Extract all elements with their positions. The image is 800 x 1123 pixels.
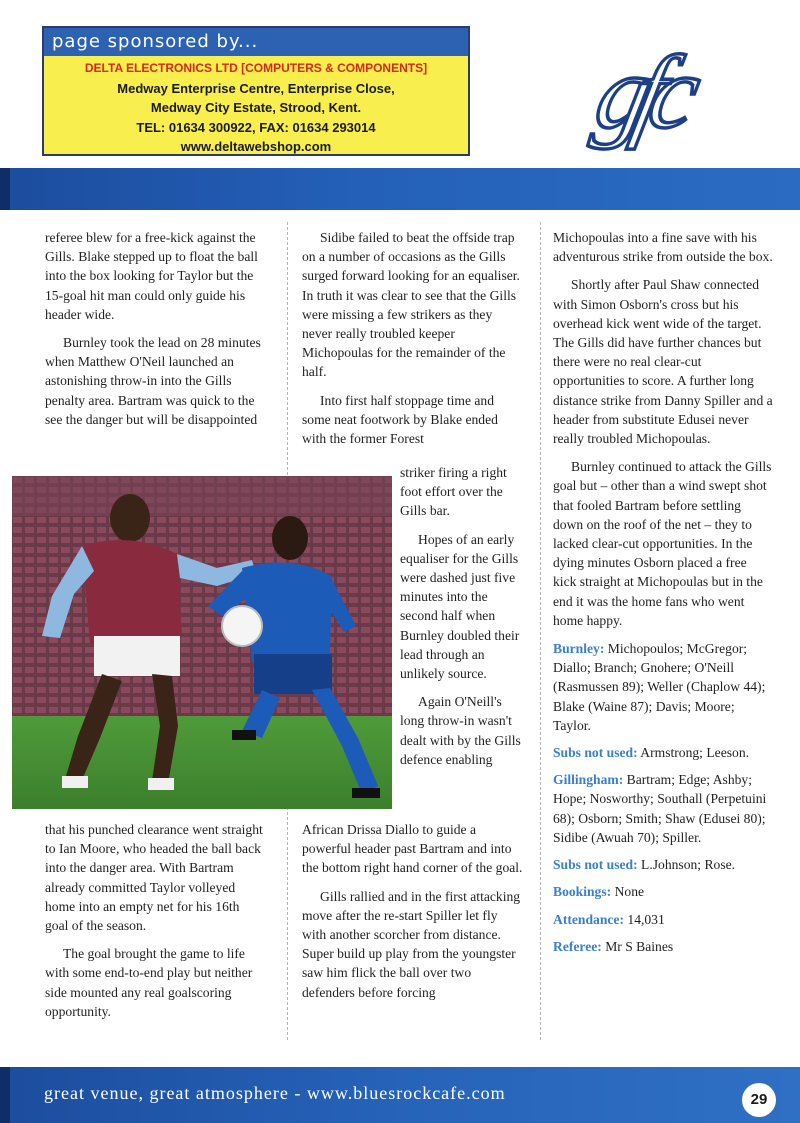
burnley-lineup — [553, 639, 773, 735]
paragraph: Gills rallied and in the first attacking move after the re-start Spiller let fly with another scorcher from distance. Super build up play from the youngster saw him flick the ball over two defenders before forcing — [302, 888, 521, 1000]
bookings — [553, 882, 773, 901]
gillingham-label: Gillingham: — [553, 772, 624, 788]
footer-band — [0, 1067, 800, 1123]
referee-label: Referee: — [553, 938, 602, 954]
paragraph: Burnley continued to attack the Gills goal but – other than a wind swept shot that fooled Bartram before settling down on the roof of the net – they to lacked clear-cut opportunities. In the dying minutes Osborn placed a free kick straight at Michopoulas but in the end it was the home fans who went home happy. — [553, 459, 772, 628]
paragraph: striker firing a right foot effort over the Gills bar. — [400, 465, 507, 519]
paragraph: Hopes of an early equaliser for the Gills were dashed just five minutes into the second half when Burnley doubled their lead through an unlikely source. — [400, 531, 520, 682]
referee-value: Mr S Baines — [605, 938, 674, 954]
paragraph: Michopoulas into a fine save with his adventurous strike from outside the box. — [553, 230, 773, 265]
paragraph: The goal brought the game to life with some end-to-end play but neither side mounted any real goalscoring opportunity. — [45, 946, 253, 1019]
paragraph: Burnley took the lead on 28 minutes when Matthew O'Neil launched an astonishing throw-in into the Gills penalty area. Bartram was quick to the see the danger but will be disappointed — [45, 335, 261, 427]
gillingham-subs — [553, 855, 773, 874]
header-band — [0, 168, 800, 210]
sponsor-address-line2: Medway City Estate, Strood, Kent. — [150, 100, 362, 115]
paragraph: Again O'Neill's long throw-in wasn't dealt with by the Gills defence enabling — [400, 694, 521, 767]
sponsor-heading: page sponsored by... — [44, 28, 468, 56]
football — [222, 606, 262, 646]
sponsor-address-line1: Medway Enterprise Centre, Enterprise Close, — [117, 80, 395, 96]
subs-players: Armstrong; Leeson. — [640, 745, 750, 761]
paragraph: referee blew for a free-kick against the Gills. Blake stepped up to float the ball into the box looking for Taylor but the 15-goal hit man could only guide his header wide. — [45, 230, 258, 322]
page-number: 29 — [742, 1083, 776, 1117]
article-column-1 — [45, 228, 265, 438]
sponsor-company: DELTA ELECTRONICS LTD [COMPUTERS & COMPONENTS] — [84, 61, 428, 75]
sponsor-box — [42, 26, 470, 156]
burnley-label: Burnley: — [553, 641, 605, 657]
paragraph: Sidibe failed to beat the offside trap on a number of occasions as the Gills surged forward looking for an equaliser. In truth it was clear to see that the Gills were missing a few strikers as they never really troubled keeper Michopoulas for the remainder of the half. — [302, 230, 520, 380]
burnley-players: Michopoulos; McGregor; Diallo; Branch; Gnohere; O'Neill (Rasmussen 89); Weller (Chaplow 44); Blake (Waine 87); Davis; Moore; Taylor. — [553, 641, 766, 733]
footer-slogan: great venue, great atmosphere - www.bluesrockcafe.com — [44, 1083, 506, 1103]
sponsor-details — [44, 56, 468, 157]
article-column-1-continued — [45, 820, 265, 1030]
bookings-label: Bookings: — [553, 884, 612, 900]
article-column-3 — [553, 228, 773, 964]
column-divider — [540, 222, 541, 1040]
gfc-logo-text: gfc — [586, 34, 697, 150]
article-column-2-beside-photo — [400, 463, 524, 778]
paragraph: African Drissa Diallo to guide a powerful header past Bartram and into the bottom right hand corner of the goal. — [302, 822, 523, 876]
gfc-logo — [586, 22, 788, 162]
paragraph: Shortly after Paul Shaw connected with Simon Osborn's cross but his overhead kick went wide of the target. The Gills did have further chances but there were no real clear-cut opportunities to score. A further long distance strike from Danny Spiller and a header from substitute Edusei never really troubled Michopoulas. — [553, 277, 773, 447]
paragraph: Into first half stoppage time and some neat footwork by Blake ended with the former Forest — [302, 392, 498, 447]
subs-players: L.Johnson; Rose. — [641, 857, 736, 873]
sponsor-phone: TEL: 01634 300922, FAX: 01634 293014 — [136, 119, 376, 135]
gillingham-lineup — [553, 770, 773, 847]
bookings-value: None — [614, 884, 645, 900]
attendance-value: 14,031 — [627, 911, 665, 927]
article-column-2-continued — [302, 820, 524, 1011]
gillingham-players: Bartram; Edge; Ashby; Hope; Nosworthy; Southall (Perpetuini 68); Osborn; Smith; Shaw (Edusei 80); Sidibe (Awuah 70); Spiller. — [553, 772, 767, 845]
article-column-2 — [302, 228, 524, 457]
footer-band-notch — [0, 1067, 10, 1123]
paragraph: that his punched clearance went straight to Ian Moore, who headed the ball back into the danger area. With Bartram already committed Taylor volleyed home into an empty net for his 16th goal of the season. — [45, 822, 263, 934]
burnley-subs — [553, 743, 773, 762]
attendance-label: Attendance: — [553, 911, 624, 927]
match-photo — [12, 476, 392, 809]
header-band-notch — [0, 168, 10, 210]
referee — [553, 937, 773, 956]
subs-label: Subs not used: — [553, 857, 638, 873]
sponsor-website: www.deltawebshop.com — [180, 139, 332, 154]
attendance — [553, 910, 773, 929]
subs-label: Subs not used: — [553, 745, 638, 761]
